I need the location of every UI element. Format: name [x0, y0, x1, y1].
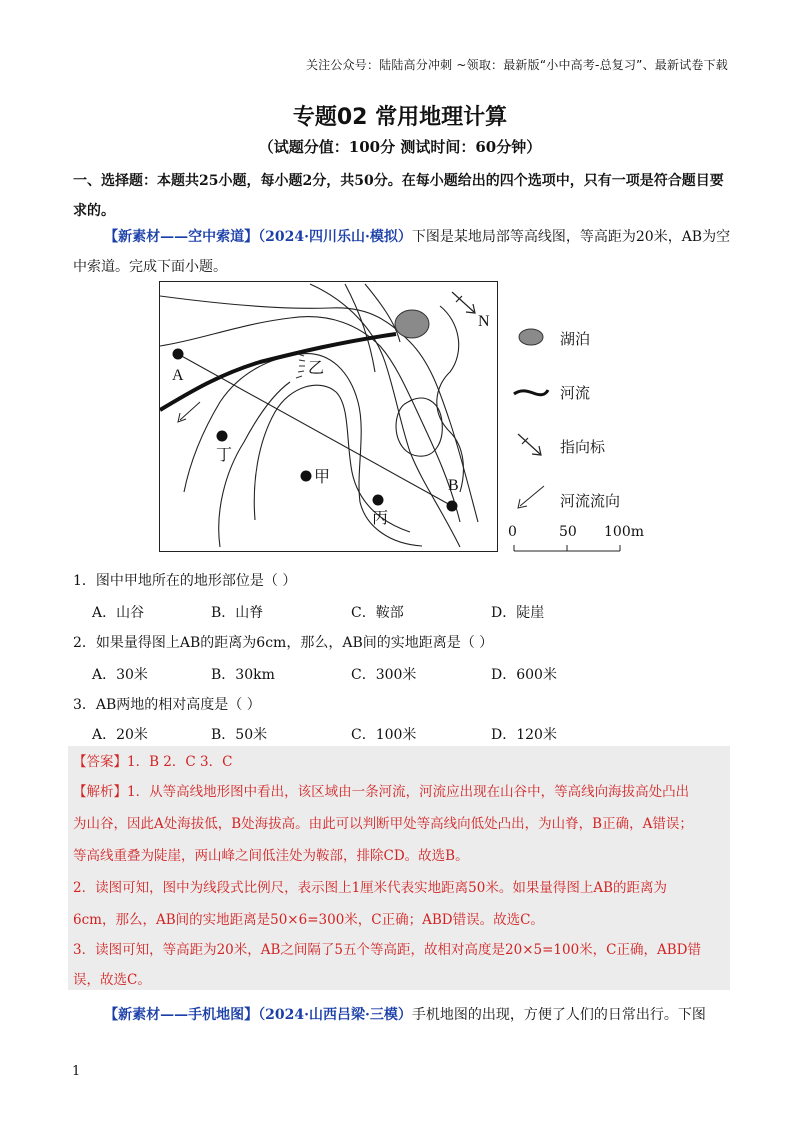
explanation-line: 等高线重叠为陡崖，两山峰之间低洼处为鞍部，排除CD。故选B。 — [73, 848, 469, 864]
explanation-line: 【解析】1．从等高线地形图中看出，该区域由一条河流，河流应出现在山谷中，等高线向海拔高处凸出 — [73, 784, 690, 800]
scale-tick-100: 100m — [604, 524, 644, 540]
scale-tick-0: 0 — [508, 524, 517, 540]
source-tag: （2024·山西吕梁·三模） — [258, 1007, 412, 1023]
river-icon — [160, 334, 396, 410]
header-note: 关注公众号：陆陆高分冲刺 ~领取：最新版“小中高考-总复习”、最新试卷下载 — [305, 58, 728, 72]
legend-label-flow: 河流流向 — [560, 492, 621, 510]
q3-option-d[interactable]: D．120米 — [491, 727, 557, 743]
q1-option-c[interactable]: C．鞍部 — [351, 605, 404, 621]
legend-label-lake: 湖泊 — [560, 330, 591, 348]
q3-option-c[interactable]: C．100米 — [351, 727, 417, 743]
label-yi: 乙 — [308, 360, 325, 377]
answer-line: 【答案】1．B 2．C 3．C — [73, 754, 233, 770]
legend-label-compass: 指向标 — [560, 438, 606, 456]
section-heading: 一、选择题：本题共25小题，每小题2分，共50分。在每小题给出的四个选项中，只有一项是符合题目要求的。 — [73, 173, 724, 219]
label-A: A — [172, 367, 184, 384]
question-3-stem: 3．AB两地的相对高度是（ ） — [73, 697, 261, 713]
contour-line — [219, 382, 290, 547]
contour-line — [345, 284, 375, 372]
scale-line — [508, 544, 658, 556]
legend-label-river: 河流 — [560, 384, 591, 402]
q2-option-a[interactable]: A．30米 — [92, 667, 148, 683]
compass-icon — [452, 292, 475, 313]
q1-option-d[interactable]: D．陡崖 — [491, 605, 545, 621]
page-title: 专题02 常用地理计算 — [292, 105, 508, 130]
explanation-line: 3．读图可知，等高距为20米，AB之间隔了5五个等高距，故相对高度是20×5=100米，C正确，ABD错 — [73, 942, 702, 958]
intro-text: 下图是某地局部等高线图，等高距为20米，AB为空中索道。完成下面小题。 — [73, 229, 731, 275]
point-bing — [373, 495, 384, 506]
point-A — [173, 349, 184, 360]
label-north: N — [478, 313, 490, 330]
point-ding — [217, 431, 228, 442]
contour-map — [159, 281, 498, 552]
point-jia — [301, 471, 312, 482]
river-icon — [514, 390, 548, 395]
explanation-line: 6cm，那么，AB间的实地距离是50×6=300米，C正确；ABD错误。故选C。 — [73, 912, 544, 928]
flow-arrow-icon — [518, 486, 544, 508]
label-jia: 甲 — [314, 469, 331, 486]
explanation-line: 为山谷，因此A处海拔低，B处海拔高。由此可以判断甲处等高线向低处凸出，为山脊，B正确，A错误； — [73, 816, 693, 832]
question-intro — [73, 222, 733, 282]
label-B: B — [448, 477, 459, 494]
question-1-stem: 1．图中甲地所在的地形部位是（ ） — [73, 573, 297, 589]
compass-icon — [518, 434, 541, 455]
page-number: 1 — [72, 1064, 81, 1079]
intro-text: 手机地图的出现，方便了人们的日常出行。下图 — [411, 1007, 706, 1023]
q2-option-b[interactable]: B．30km — [211, 667, 275, 683]
lake-icon — [395, 310, 429, 338]
contour-map-svg — [160, 282, 496, 550]
page-subtitle: （试题分值：100分 测试时间：60分钟） — [258, 138, 542, 156]
question-2-stem: 2．如果量得图上AB的距离为6cm，那么，AB间的实地距离是（ ） — [73, 635, 494, 651]
scale-tick-50: 50 — [559, 524, 577, 540]
next-question-intro — [73, 1000, 733, 1030]
explanation-line: 2．读图可知，图中为线段式比例尺，表示图上1厘米代表实地距离50米。如果量得图上AB的距离为 — [73, 880, 668, 896]
material-tag: 【新素材——空中索道】 — [104, 229, 259, 245]
scale-bar — [508, 522, 658, 556]
label-ding: 丁 — [216, 447, 233, 464]
q1-option-a[interactable]: A．山谷 — [92, 605, 145, 621]
flow-arrow-icon — [180, 402, 200, 420]
q2-option-d[interactable]: D．600米 — [491, 667, 557, 683]
q3-option-a[interactable]: A．20米 — [92, 727, 148, 743]
q3-option-b[interactable]: B．50米 — [211, 727, 268, 743]
material-tag: 【新素材——手机地图】 — [104, 1007, 259, 1023]
point-B — [447, 501, 458, 512]
q1-option-b[interactable]: B．山脊 — [211, 605, 264, 621]
label-bing: 丙 — [372, 510, 389, 527]
explanation-line: 误，故选C。 — [73, 972, 151, 988]
legend-icons — [510, 322, 550, 522]
lake-icon — [519, 329, 543, 345]
contour-line — [310, 284, 460, 547]
q2-option-c[interactable]: C．300米 — [351, 667, 417, 683]
contour-line — [160, 296, 478, 522]
source-tag: （2024·四川乐山·模拟） — [258, 229, 412, 245]
